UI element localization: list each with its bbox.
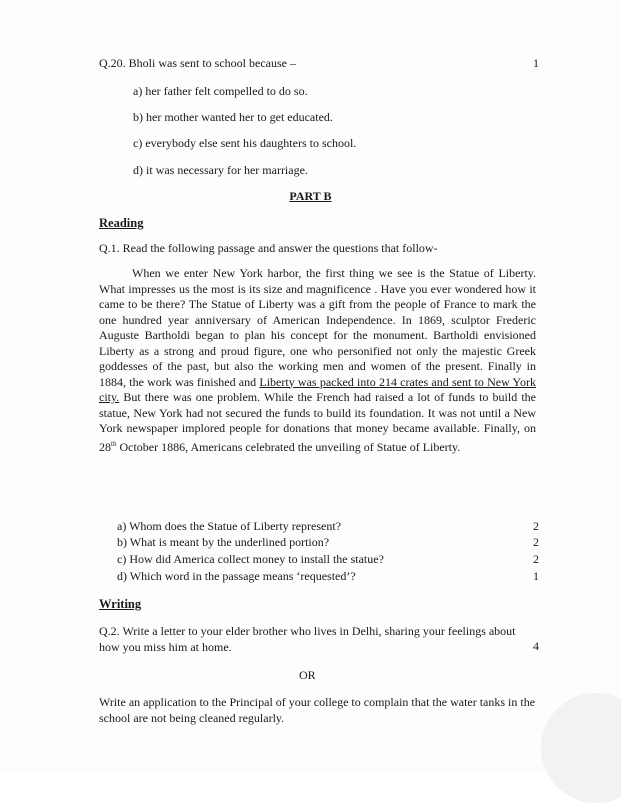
passage-underlined: Liberty was packed into 214 crates and sent to New York city. bbox=[99, 374, 536, 404]
passage-text-1: When we enter New York harbor, the first thing we see is the Statue of Liberty. What impresses us the most is its size and magnificence . Have you ever wondered how it came to be there? The Statue of Liberty was a gift from the people of France to mark the one hundred year anniversary of American Independence. In 1869, sculptor Frederic Auguste Bartholdi began to plan his concept for the monument. Bartholdi envisioned Liberty as a strong and proud figure, one who personified not only the majestic Greek goddesses of the past, but also the working men and women of the present. Finally in 1884, the work was finished and bbox=[99, 266, 536, 389]
passage-text-3: October 1886, Americans celebrated the unveiling of Statue of Liberty. bbox=[116, 439, 461, 454]
reading-question-a: a) Whom does the Statue of Liberty represent? bbox=[117, 519, 342, 533]
reading-question-c: c) How did America collect money to install the statue? bbox=[117, 552, 384, 566]
writing-heading: Writing bbox=[99, 597, 142, 611]
q20-option-b: b) her mother wanted her to get educated. bbox=[133, 110, 333, 124]
reading-question-b: b) What is meant by the underlined portion? bbox=[117, 535, 330, 549]
q20-option-d: d) it was necessary for her marriage. bbox=[133, 163, 308, 177]
q20-option-a: a) her father felt compelled to do so. bbox=[133, 84, 308, 98]
reading-q1: Q.1. Read the following passage and answer the questions that follow- bbox=[99, 241, 438, 255]
reading-question-b-marks: 2 bbox=[533, 535, 539, 549]
reading-question-d-marks: 1 bbox=[533, 569, 539, 583]
reading-passage bbox=[99, 266, 536, 455]
passage-sup: th bbox=[111, 439, 117, 448]
writing-alternative: Write an application to the Principal of your college to complain that the water tanks in the school are not being cleaned regularly. bbox=[99, 695, 536, 725]
writing-or: OR bbox=[299, 668, 316, 682]
corner-shadow bbox=[541, 693, 621, 803]
reading-question-c-marks: 2 bbox=[533, 552, 539, 566]
reading-question-d: d) Which word in the passage means ‘requested’? bbox=[117, 569, 356, 583]
q20-option-c: c) everybody else sent his daughters to school. bbox=[133, 136, 357, 150]
q20-question: Q.20. Bholi was sent to school because – bbox=[99, 56, 296, 70]
writing-q2-marks: 4 bbox=[533, 639, 539, 653]
part-b-heading: PART B bbox=[289, 189, 332, 203]
writing-q2: Q.2. Write a letter to your elder brother who lives in Delhi, sharing your feelings about how you miss him at home. bbox=[99, 624, 516, 654]
reading-question-a-marks: 2 bbox=[533, 519, 539, 533]
passage-text-2: But there was one problem. While the French had raised a lot of funds to build the statue, New York had not secured the funds to build its foundation. It was not until a New York newspaper implored people for donations that money became available. Finally, on 28 bbox=[99, 390, 536, 454]
q20-marks: 1 bbox=[533, 56, 539, 70]
reading-heading: Reading bbox=[99, 216, 144, 230]
